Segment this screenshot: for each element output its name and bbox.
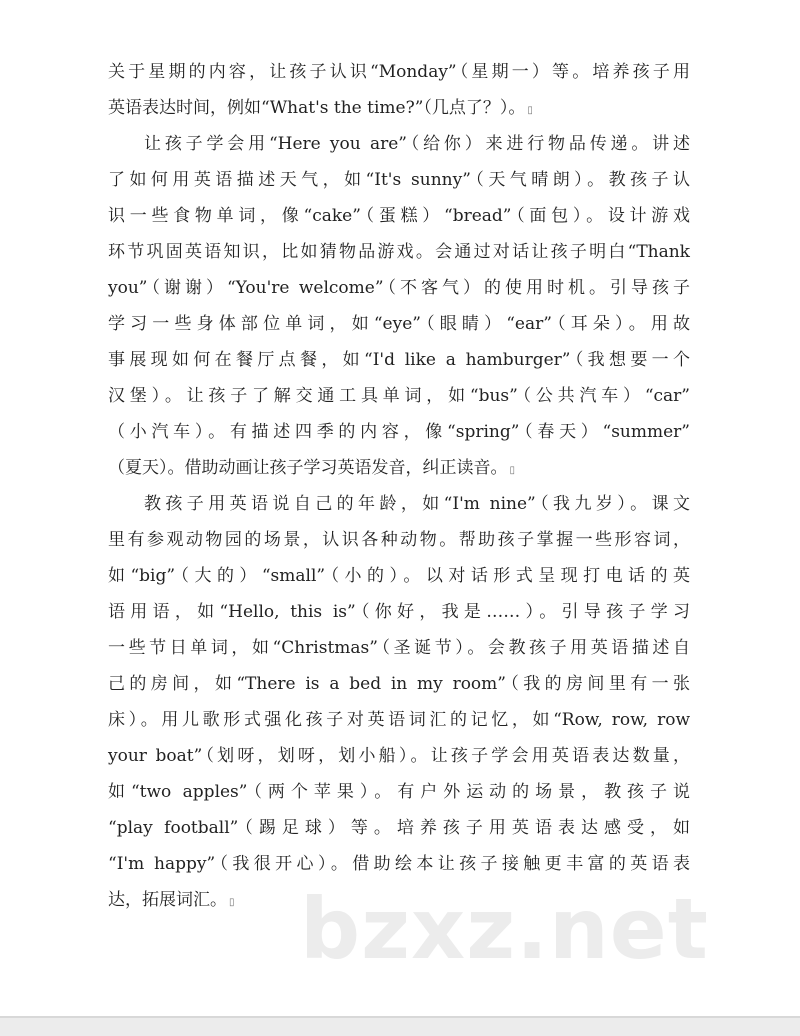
watermark: bzxz.net: [300, 880, 709, 978]
text-line: [108, 346, 690, 382]
line-text: 一些节日单词，如“Christmas”（圣诞节）。会教孩子用英语描述自: [108, 638, 690, 658]
page-gap: [0, 1018, 800, 1036]
line-text: 关于星期的内容，让孩子认识“Monday”（星期一）等。培养孩子用: [108, 62, 690, 82]
text-line: [108, 418, 690, 454]
text-line: [108, 526, 690, 562]
line-text: 语用语，如“Hello, this is”（你好，我是……）。引导孩子学习: [108, 602, 690, 622]
text-line: [108, 454, 690, 490]
paragraph: [108, 130, 690, 490]
text-line: [108, 202, 690, 238]
text-line: [108, 58, 690, 94]
line-text: 达，拓展词汇。: [108, 890, 227, 910]
text-line: [108, 274, 690, 310]
line-text: 汉堡）。让孩子了解交通工具单词，如“bus”（公共汽车）“car”: [108, 386, 690, 406]
document-body: [108, 58, 690, 922]
paragraph-mark-icon: ▯: [527, 105, 533, 116]
line-text: “I'm happy”（我很开心）。借助绘本让孩子接触更丰富的英语表: [108, 854, 690, 874]
line-text: 环节巩固英语知识，比如猜物品游戏。会通过对话让孩子明白“Thank: [108, 242, 690, 262]
paragraph: [108, 58, 690, 130]
text-line: [108, 670, 690, 706]
line-text: 识一些食物单词，像“cake”（蛋糕）“bread”（面包）。设计游戏: [108, 206, 690, 226]
line-text: you”（谢谢）“You're welcome”（不客气）的使用时机。引导孩子: [108, 278, 690, 298]
line-text: 英语表达时间，例如“What's the time?”（几点了？）。: [108, 98, 526, 118]
text-line: [108, 814, 690, 850]
line-text: your boat”（划呀，划呀，划小船）。让孩子学会用英语表达数量，: [108, 746, 690, 766]
text-line: [108, 742, 690, 778]
paragraph: [108, 490, 690, 922]
line-text: 如“big”（大的）“small”（小的）。以对话形式呈现打电话的英: [108, 566, 690, 586]
paragraph-mark-icon: ▯: [229, 897, 235, 908]
text-line: [108, 94, 690, 130]
line-text: 学习一些身体部位单词，如“eye”（眼睛）“ear”（耳朵）。用故: [108, 314, 690, 334]
line-text: （小汽车）。有描述四季的内容，像“spring”（春天）“summer”: [108, 422, 690, 442]
text-line: [108, 166, 690, 202]
text-line: [108, 562, 690, 598]
paragraph-mark-icon: ▯: [509, 465, 516, 476]
text-line: [108, 130, 690, 166]
text-line: [108, 706, 690, 742]
text-line: [108, 778, 690, 814]
line-text: 里有参观动物园的场景，认识各种动物。帮助孩子掌握一些形容词，: [108, 530, 690, 550]
text-line: [108, 490, 690, 526]
text-line: [108, 598, 690, 634]
line-text: 了如何用英语描述天气，如“It's sunny”（天气晴朗）。教孩子认: [108, 170, 690, 190]
line-text: （夏天）。借助动画让孩子学习英语发音，纠正读音。: [108, 458, 508, 478]
line-text: 如“two apples”（两个苹果）。有户外运动的场景，教孩子说: [108, 782, 690, 802]
text-line: [108, 310, 690, 346]
text-line: [108, 382, 690, 418]
line-text: “play football”（踢足球）等。培养孩子用英语表达感受，如: [108, 818, 690, 838]
line-text: 教孩子用英语说自己的年龄，如“I'm nine”（我九岁）。课文: [144, 494, 690, 514]
line-text: 己的房间，如“There is a bed in my room”（我的房间里有一张: [108, 674, 690, 694]
line-text: 床）。用儿歌形式强化孩子对英语词汇的记忆，如“Row, row, row: [108, 710, 690, 730]
text-line: [108, 634, 690, 670]
line-text: 事展现如何在餐厅点餐，如“I'd like a hamburger”（我想要一个: [108, 350, 690, 370]
text-line: [108, 238, 690, 274]
line-text: 让孩子学会用“Here you are”（给你）来进行物品传递。讲述: [144, 134, 690, 154]
